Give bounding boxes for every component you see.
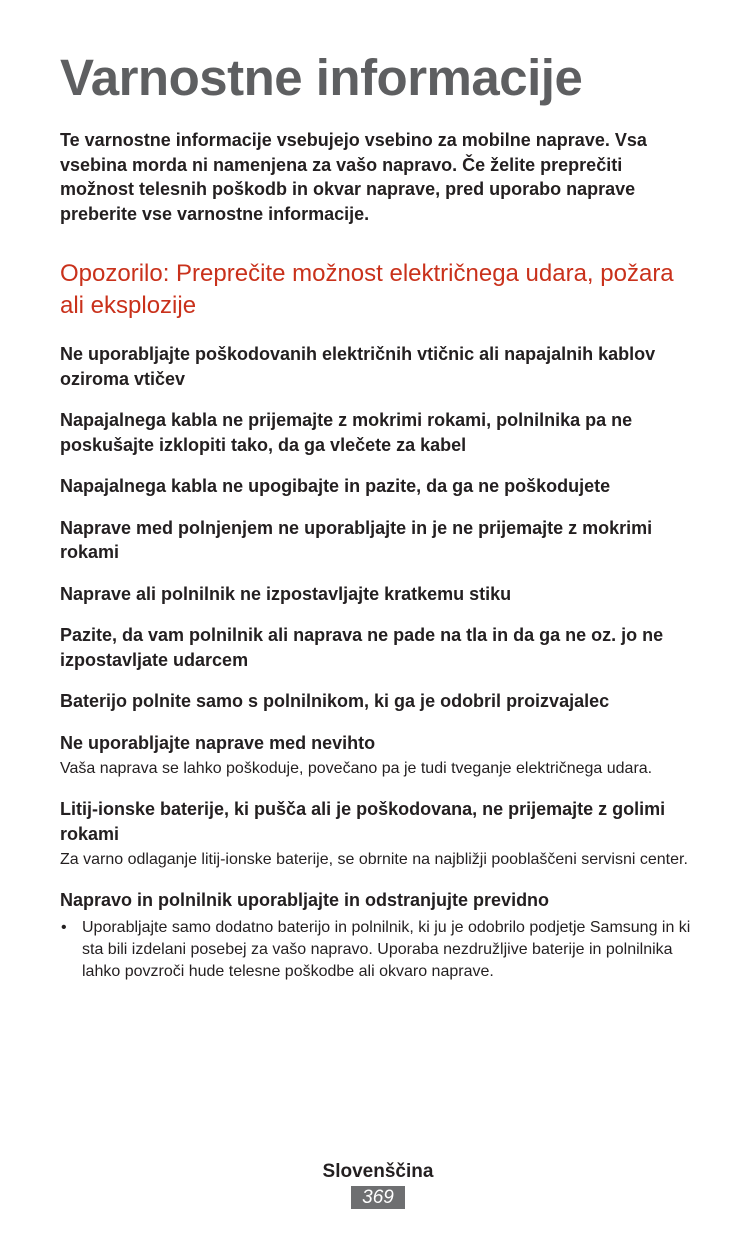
safety-item-description: Za varno odlaganje litij-ionske baterije, se obrnite na najbližji pooblaščeni servisni center. (60, 851, 688, 868)
safety-item-heading: Pazite, da vam polnilnik ali naprava ne pade na tla in da ga ne oz. jo ne izpostavljate udarcem (60, 625, 664, 670)
safety-item (60, 408, 700, 457)
safety-item-heading: Napravo in polnilnik uporabljajte in odstranjujte previdno (60, 890, 550, 910)
page-footer (0, 1160, 756, 1209)
bullet-list (60, 917, 700, 983)
safety-item-heading: Litij-ionske baterije, ki pušča ali je poškodovana, ne prijemajte z golimi rokami (60, 799, 666, 844)
safety-item (60, 731, 700, 781)
safety-item (60, 689, 700, 714)
safety-item-heading: Napajalnega kabla ne prijemajte z mokrimi rokami, polnilnika pa ne poskušajte izklopiti tako, da ga vlečete za kabel (60, 410, 633, 455)
safety-item (60, 623, 700, 672)
safety-item-heading: Naprave med polnjenjem ne uporabljajte in je ne prijemajte z mokrimi rokami (60, 517, 653, 562)
warning-heading: Opozorilo: Preprečite možnost električnega udara, požara ali eksplozije (60, 260, 674, 319)
page-number: 369 (351, 1186, 405, 1209)
safety-item (60, 797, 700, 871)
safety-item (60, 888, 700, 983)
page-title: Varnostne informacije (60, 49, 583, 106)
intro-paragraph: Te varnostne informacije vsebujejo vsebino za mobilne naprave. Vsa vsebina morda ni namenjena za vašo napravo. Če želite preprečiti možnost telesnih poškodb in okvar naprave, pred uporabo naprave preberite vse varnostne informacije. (60, 130, 647, 224)
safety-item-description: Vaša naprava se lahko poškoduje, povečano pa je tudi tveganje električnega udara. (60, 760, 653, 777)
safety-item (60, 342, 700, 391)
safety-item-heading: Ne uporabljajte poškodovanih električnih vtičnic ali napajalnih kablov oziroma vtičev (60, 344, 656, 389)
safety-item-heading: Baterijo polnite samo s polnilnikom, ki ga je odobril proizvajalec (60, 691, 610, 711)
bullet-icon: • (61, 918, 67, 936)
safety-item-heading: Ne uporabljajte naprave med nevihto (60, 732, 376, 753)
bullet-text: Uporabljajte samo dodatno baterijo in polnilnik, ki ju je odobrilo podjetje Samsung in ki sta bili izdelani posebej za vašo napravo. Uporaba nezdružljive baterije in polnilnika lahko povzroči hude telesne poškodbe ali okvaro naprave. (82, 918, 691, 980)
safety-item (60, 516, 700, 565)
safety-item (60, 474, 700, 499)
bullet-item (60, 917, 700, 983)
safety-item-heading: Napajalnega kabla ne upogibajte in pazite, da ga ne poškodujete (60, 476, 611, 496)
safety-item (60, 582, 700, 607)
document-page (60, 48, 700, 1000)
footer-language: Slovenščina (322, 1161, 434, 1182)
safety-item-heading: Naprave ali polnilnik ne izpostavljajte kratkemu stiku (60, 583, 512, 604)
